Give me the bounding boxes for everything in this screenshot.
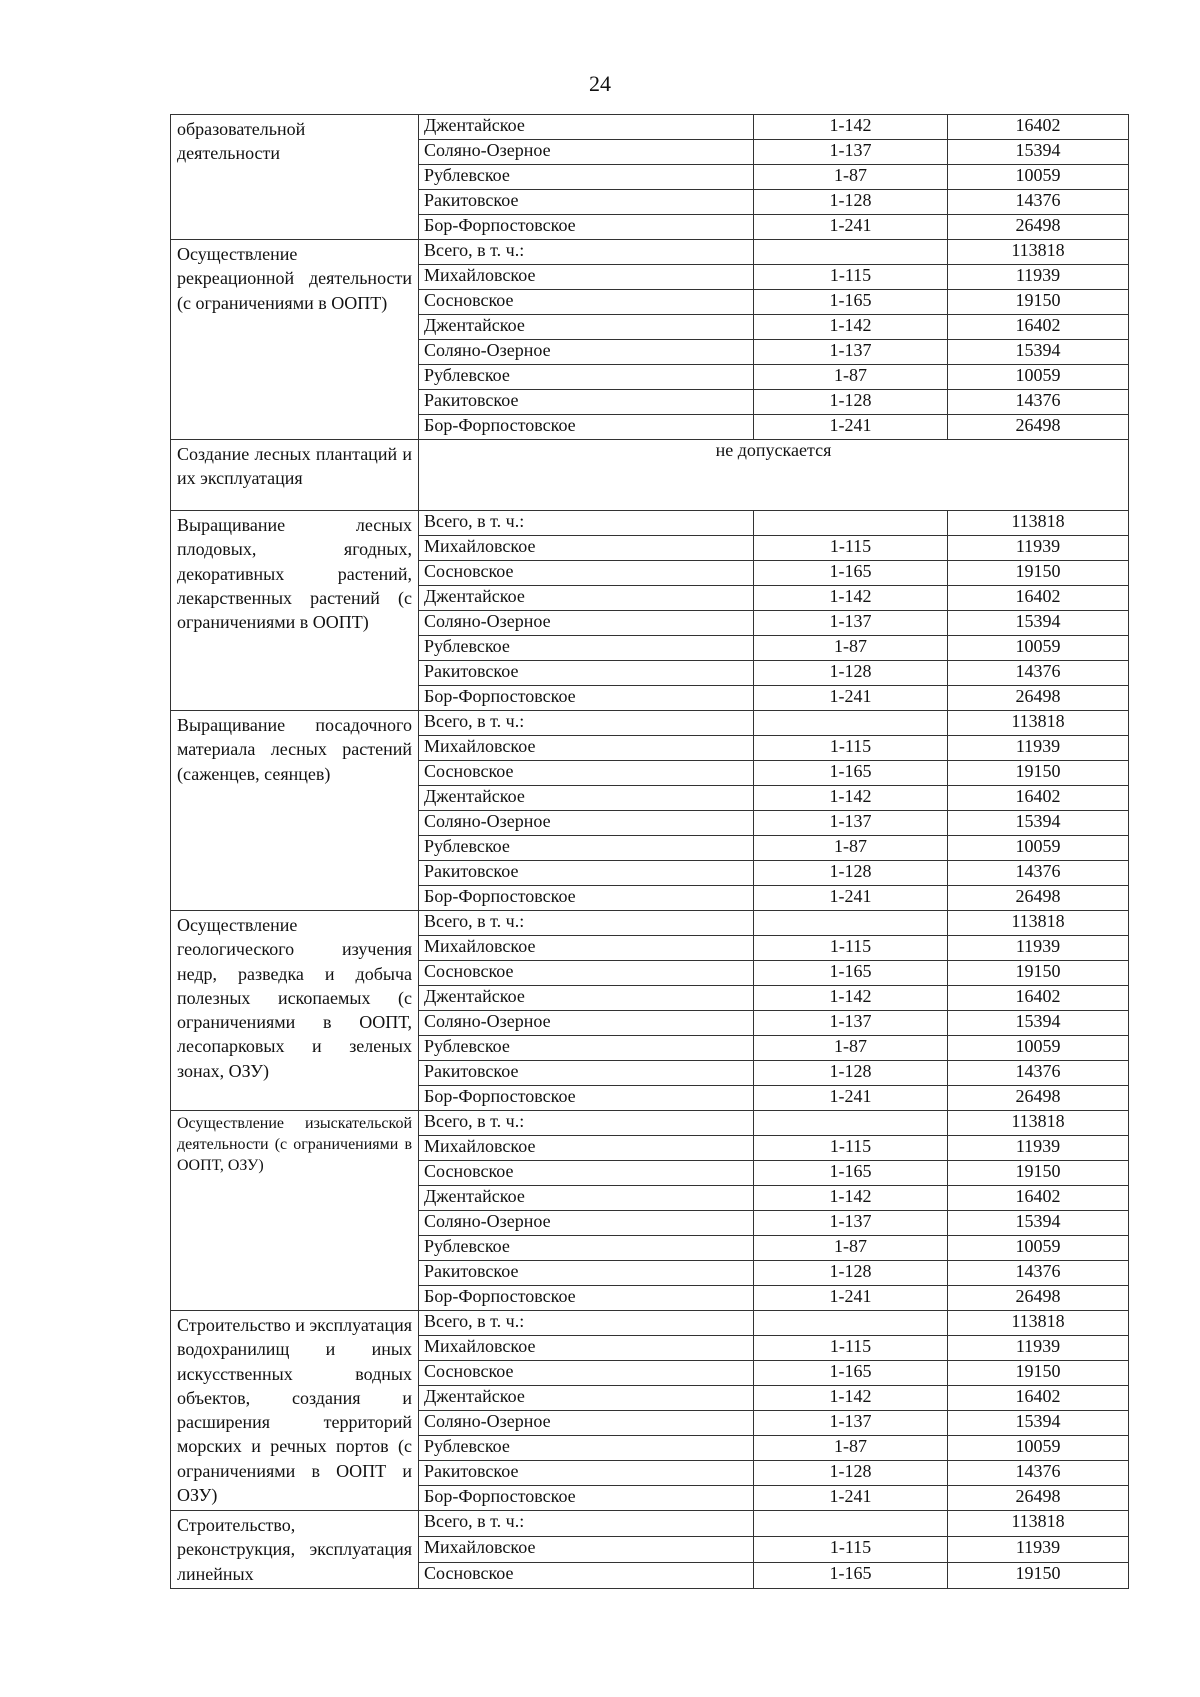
- quarters-cell: [754, 711, 948, 736]
- quarters-cell: 1-115: [754, 1336, 948, 1361]
- forestry-cell: Соляно-Озерное: [419, 1211, 754, 1236]
- quarters-cell: 1-137: [754, 1011, 948, 1036]
- area-cell: 16402: [948, 586, 1129, 611]
- quarters-cell: 1-137: [754, 611, 948, 636]
- forestry-cell: Ракитовское: [419, 1461, 754, 1486]
- forestry-cell: Бор-Форпостовское: [419, 886, 754, 911]
- quarters-cell: 1-137: [754, 140, 948, 165]
- activity-cell: Выращивание лесных плодовых, ягодных, декоративных растений, лекарственных растений (с ограничениями в ООПТ): [171, 511, 419, 711]
- quarters-cell: 1-87: [754, 1236, 948, 1261]
- area-cell: 15394: [948, 611, 1129, 636]
- area-cell: 14376: [948, 1261, 1129, 1286]
- quarters-cell: 1-115: [754, 936, 948, 961]
- forestry-cell: Соляно-Озерное: [419, 140, 754, 165]
- quarters-cell: 1-115: [754, 1136, 948, 1161]
- forestry-cell: Рублевское: [419, 836, 754, 861]
- area-cell: 19150: [948, 561, 1129, 586]
- activity-cell: Строительство, реконструкция, эксплуатация линейных: [171, 1511, 419, 1589]
- activity-cell: Строительство и эксплуатация водохранилищ и иных искусственных водных объектов, создания и расширения территорий морских и речных портов (с ограничениями в ООПТ и ОЗУ): [171, 1311, 419, 1511]
- quarters-cell: 1-128: [754, 1461, 948, 1486]
- table-row: [171, 1111, 1129, 1136]
- quarters-cell: 1-165: [754, 561, 948, 586]
- forestry-cell: Рублевское: [419, 165, 754, 190]
- area-cell: 26498: [948, 215, 1129, 240]
- area-cell: 10059: [948, 165, 1129, 190]
- quarters-cell: 1-128: [754, 1061, 948, 1086]
- quarters-cell: 1-165: [754, 1562, 948, 1588]
- forestry-cell: Михайловское: [419, 736, 754, 761]
- area-cell: 19150: [948, 1562, 1129, 1588]
- area-cell: 11939: [948, 265, 1129, 290]
- forestry-cell: Михайловское: [419, 536, 754, 561]
- activity-cell: Осуществление рекреационной деятельности (с ограничениями в ООПТ): [171, 240, 419, 440]
- area-cell: 15394: [948, 1011, 1129, 1036]
- quarters-cell: [754, 1511, 948, 1537]
- area-cell: 15394: [948, 1411, 1129, 1436]
- quarters-cell: 1-241: [754, 886, 948, 911]
- area-cell: 14376: [948, 861, 1129, 886]
- forestry-cell: Соляно-Озерное: [419, 811, 754, 836]
- area-cell: 15394: [948, 340, 1129, 365]
- activity-cell: Осуществление изыскательской деятельности (с ограничениями в ООПТ, ОЗУ): [171, 1111, 419, 1311]
- quarters-cell: [754, 1311, 948, 1336]
- forestry-cell: Соляно-Озерное: [419, 340, 754, 365]
- area-cell: 26498: [948, 1086, 1129, 1111]
- quarters-cell: 1-115: [754, 736, 948, 761]
- area-cell: 10059: [948, 1036, 1129, 1061]
- area-cell: 113818: [948, 1111, 1129, 1136]
- quarters-cell: 1-241: [754, 1486, 948, 1511]
- activity-cell: образовательной деятельности: [171, 115, 419, 240]
- quarters-cell: 1-87: [754, 1036, 948, 1061]
- area-cell: 26498: [948, 1486, 1129, 1511]
- forestry-cell: Сосновское: [419, 961, 754, 986]
- activity-cell: Выращивание посадочного материала лесных растений (саженцев, сеянцев): [171, 711, 419, 911]
- forestry-cell: Всего, в т. ч.:: [419, 511, 754, 536]
- table-row: [171, 440, 1129, 511]
- quarters-cell: 1-142: [754, 986, 948, 1011]
- area-cell: 15394: [948, 140, 1129, 165]
- forestry-cell: Джентайское: [419, 115, 754, 140]
- area-cell: 11939: [948, 736, 1129, 761]
- area-cell: 14376: [948, 390, 1129, 415]
- area-cell: 26498: [948, 1286, 1129, 1311]
- forestry-cell: Рублевское: [419, 1236, 754, 1261]
- quarters-cell: 1-115: [754, 1536, 948, 1562]
- quarters-cell: 1-241: [754, 686, 948, 711]
- area-cell: 16402: [948, 1386, 1129, 1411]
- quarters-cell: 1-137: [754, 340, 948, 365]
- quarters-cell: 1-165: [754, 761, 948, 786]
- forestry-cell: Михайловское: [419, 265, 754, 290]
- forestry-cell: Бор-Форпостовское: [419, 415, 754, 440]
- area-cell: 14376: [948, 190, 1129, 215]
- quarters-cell: 1-128: [754, 190, 948, 215]
- quarters-cell: 1-241: [754, 1086, 948, 1111]
- activity-cell: Осуществление геологического изучения недр, разведка и добыча полезных ископаемых (с ограничениями в ООПТ, лесопарковых и зеленых зонах, ОЗУ): [171, 911, 419, 1111]
- forestry-cell: Ракитовское: [419, 390, 754, 415]
- quarters-cell: 1-241: [754, 415, 948, 440]
- forestry-cell: Ракитовское: [419, 190, 754, 215]
- page-number: 24: [589, 71, 611, 96]
- forestry-cell: Сосновское: [419, 1161, 754, 1186]
- quarters-cell: [754, 511, 948, 536]
- area-cell: 16402: [948, 315, 1129, 340]
- forestry-cell: Всего, в т. ч.:: [419, 1511, 754, 1537]
- forestry-cell: Сосновское: [419, 561, 754, 586]
- quarters-cell: [754, 1111, 948, 1136]
- table-row: [171, 711, 1129, 736]
- area-cell: 11939: [948, 536, 1129, 561]
- area-cell: 15394: [948, 811, 1129, 836]
- area-cell: 19150: [948, 290, 1129, 315]
- forestry-cell: Сосновское: [419, 1361, 754, 1386]
- quarters-cell: 1-142: [754, 315, 948, 340]
- forestry-cell: Джентайское: [419, 1186, 754, 1211]
- area-cell: 19150: [948, 1361, 1129, 1386]
- quarters-cell: 1-142: [754, 115, 948, 140]
- quarters-cell: 1-87: [754, 1436, 948, 1461]
- table-row: [171, 511, 1129, 536]
- forestry-cell: Всего, в т. ч.:: [419, 240, 754, 265]
- area-cell: 11939: [948, 936, 1129, 961]
- forestry-cell: Сосновское: [419, 1562, 754, 1588]
- area-cell: 11939: [948, 1536, 1129, 1562]
- quarters-cell: 1-87: [754, 165, 948, 190]
- table-row: [171, 1511, 1129, 1537]
- forestry-cell: Рублевское: [419, 365, 754, 390]
- quarters-cell: 1-137: [754, 811, 948, 836]
- forestry-cell: Ракитовское: [419, 861, 754, 886]
- area-cell: 113818: [948, 911, 1129, 936]
- area-cell: 10059: [948, 1436, 1129, 1461]
- forestry-cell: Всего, в т. ч.:: [419, 1111, 754, 1136]
- forestry-cell: Соляно-Озерное: [419, 611, 754, 636]
- quarters-cell: 1-241: [754, 1286, 948, 1311]
- quarters-cell: 1-142: [754, 1386, 948, 1411]
- area-cell: 26498: [948, 886, 1129, 911]
- forestry-cell: Соляно-Озерное: [419, 1011, 754, 1036]
- forestry-cell: Джентайское: [419, 315, 754, 340]
- area-cell: 113818: [948, 511, 1129, 536]
- forestry-cell: Сосновское: [419, 761, 754, 786]
- area-cell: 113818: [948, 711, 1129, 736]
- forestry-cell: Джентайское: [419, 986, 754, 1011]
- forestry-cell: Джентайское: [419, 786, 754, 811]
- quarters-cell: 1-137: [754, 1411, 948, 1436]
- area-cell: 19150: [948, 1161, 1129, 1186]
- quarters-cell: 1-128: [754, 861, 948, 886]
- area-cell: 14376: [948, 661, 1129, 686]
- forestry-cell: Всего, в т. ч.:: [419, 1311, 754, 1336]
- forestry-cell: Ракитовское: [419, 1261, 754, 1286]
- forest-use-table: [170, 114, 1129, 1589]
- forestry-cell: Бор-Форпостовское: [419, 686, 754, 711]
- forestry-cell: Ракитовское: [419, 661, 754, 686]
- forestry-cell: Всего, в т. ч.:: [419, 911, 754, 936]
- forestry-cell: Соляно-Озерное: [419, 1411, 754, 1436]
- quarters-cell: 1-87: [754, 836, 948, 861]
- area-cell: 10059: [948, 836, 1129, 861]
- area-cell: 113818: [948, 240, 1129, 265]
- quarters-cell: 1-165: [754, 1361, 948, 1386]
- area-cell: 11939: [948, 1136, 1129, 1161]
- table-row: [171, 115, 1129, 140]
- forestry-cell: Рублевское: [419, 1036, 754, 1061]
- table-row: [171, 240, 1129, 265]
- area-cell: 14376: [948, 1061, 1129, 1086]
- quarters-cell: 1-115: [754, 265, 948, 290]
- area-cell: 19150: [948, 961, 1129, 986]
- forestry-cell: Бор-Форпостовское: [419, 1286, 754, 1311]
- quarters-cell: 1-115: [754, 536, 948, 561]
- area-cell: 10059: [948, 636, 1129, 661]
- area-cell: 16402: [948, 786, 1129, 811]
- quarters-cell: 1-87: [754, 365, 948, 390]
- activity-cell: Создание лесных плантаций и их эксплуатация: [171, 440, 419, 511]
- forestry-cell: Сосновское: [419, 290, 754, 315]
- table-row: [171, 911, 1129, 936]
- quarters-cell: 1-142: [754, 586, 948, 611]
- quarters-cell: 1-165: [754, 961, 948, 986]
- area-cell: 113818: [948, 1511, 1129, 1537]
- quarters-cell: 1-165: [754, 290, 948, 315]
- forestry-cell: Ракитовское: [419, 1061, 754, 1086]
- quarters-cell: [754, 240, 948, 265]
- table-row: [171, 1311, 1129, 1336]
- area-cell: 26498: [948, 686, 1129, 711]
- quarters-cell: 1-241: [754, 215, 948, 240]
- quarters-cell: 1-137: [754, 1211, 948, 1236]
- quarters-cell: 1-142: [754, 786, 948, 811]
- forestry-cell: Джентайское: [419, 1386, 754, 1411]
- area-cell: 10059: [948, 1236, 1129, 1261]
- area-cell: 19150: [948, 761, 1129, 786]
- forestry-cell: Михайловское: [419, 1336, 754, 1361]
- area-cell: 26498: [948, 415, 1129, 440]
- quarters-cell: 1-165: [754, 1161, 948, 1186]
- forestry-cell: Всего, в т. ч.:: [419, 711, 754, 736]
- forestry-cell: Михайловское: [419, 1136, 754, 1161]
- forestry-cell: Бор-Форпостовское: [419, 215, 754, 240]
- area-cell: 10059: [948, 365, 1129, 390]
- area-cell: 11939: [948, 1336, 1129, 1361]
- forestry-cell: Рублевское: [419, 1436, 754, 1461]
- area-cell: 16402: [948, 986, 1129, 1011]
- forestry-cell: Михайловское: [419, 1536, 754, 1562]
- forestry-cell: Рублевское: [419, 636, 754, 661]
- quarters-cell: 1-87: [754, 636, 948, 661]
- quarters-cell: [754, 911, 948, 936]
- area-cell: 113818: [948, 1311, 1129, 1336]
- area-cell: 16402: [948, 115, 1129, 140]
- area-cell: 16402: [948, 1186, 1129, 1211]
- merged-note-cell: не допускается: [419, 440, 1129, 511]
- quarters-cell: 1-128: [754, 1261, 948, 1286]
- area-cell: 14376: [948, 1461, 1129, 1486]
- quarters-cell: 1-128: [754, 390, 948, 415]
- forestry-cell: Бор-Форпостовское: [419, 1086, 754, 1111]
- quarters-cell: 1-142: [754, 1186, 948, 1211]
- forestry-cell: Джентайское: [419, 586, 754, 611]
- quarters-cell: 1-128: [754, 661, 948, 686]
- forestry-cell: Бор-Форпостовское: [419, 1486, 754, 1511]
- forestry-cell: Михайловское: [419, 936, 754, 961]
- area-cell: 15394: [948, 1211, 1129, 1236]
